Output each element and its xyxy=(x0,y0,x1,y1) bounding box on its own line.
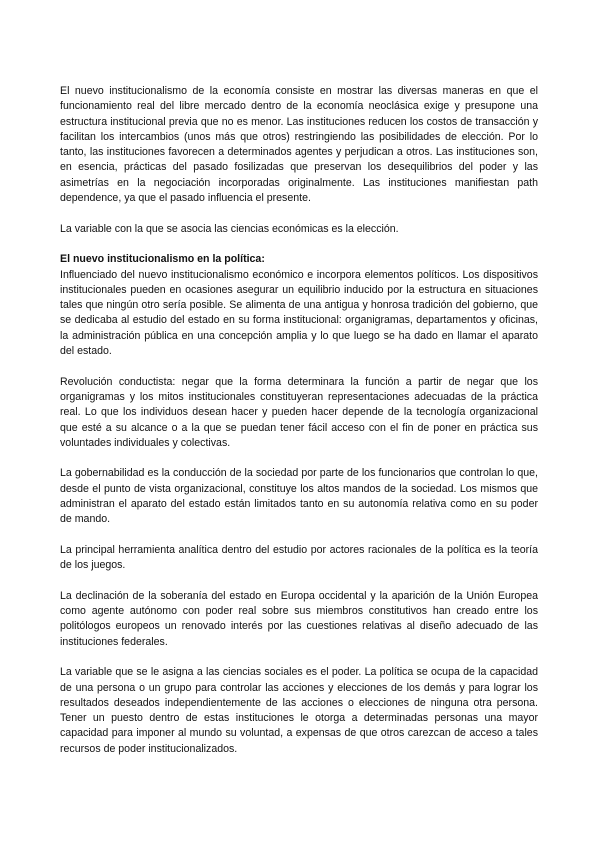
paragraph-economic-variable: La variable con la que se asocia las ciencias económicas es la elección. xyxy=(60,222,399,235)
paragraph-power-variable: La variable que se le asigna a las ciencias sociales es el poder. La política se ocupa de la capacidad de una persona o un grupo para controlar las acciones y elecciones de los demás y para lograr los resultados deseados independientemente de las acciones o elecciones de ninguna otra persona. Tener un puesto dentro de estas instituciones le otorga a determinadas personas una mayor capacidad para imponer al mundo su voluntad, a expensas de que otros carezcan de acceso a tales recursos de poder institucionalizados. xyxy=(60,666,538,755)
paragraph-european-sovereignty: La declinación de la soberanía del estado en Europa occidental y la aparición de la Unión Europea como agente autónomo con poder real sobre sus miembros constitutivos han creado entre los politólogos europeos un renovado interés por las cuestiones relativas al diseño adecuado de las instituciones federales. xyxy=(60,589,538,648)
paragraph-governability: La gobernabilidad es la conducción de la sociedad por parte de los funcionarios que controlan lo que, desde el punto de vista organizacional, constituye los altos mandos de la sociedad. Los mismos que administran el aparato del estado están limitados tanto en su autonomía relativa como en su poder de mando. xyxy=(60,467,538,526)
paragraph-game-theory: La principal herramienta analítica dentro del estudio por actores racionales de la política es la teoría de los juegos. xyxy=(60,543,538,572)
document-page xyxy=(60,84,538,757)
section-heading-political-institutionalism: El nuevo institucionalismo en la política: xyxy=(60,253,265,266)
paragraph-political-influence: Influenciado del nuevo institucionalismo económico e incorpora elementos políticos. Los dispositivos institucionales pueden en ocasiones asegurar un equilibrio inducido por la estructura en situaciones tales que ningún otro sería posible. Se alimenta de una antigua y honrosa tradición del gobierno, que se dedicaba al estudio del estado en su forma institucional: organigramas, departamentos y oficinas, la administración pública en una concepción amplia y lo que luego se ha dado en llamar el aparato del estado. xyxy=(60,268,538,358)
paragraph-behavioral-revolution: Revolución conductista: negar que la forma determinara la función a partir de negar que los organigramas y los mitos institucionales constituyeran representaciones adecuadas de la práctica real. Lo que los individuos desean hacer y pueden hacer depende de la tecnología organizacional que esté a su alcance o a la que se puedan tener fácil acceso con el fin de poner en práctica sus voluntades individuales y colectivas. xyxy=(60,375,538,449)
paragraph-economic-institutionalism: El nuevo institucionalismo de la economía consiste en mostrar las diversas maneras en que el funcionamiento real del libre mercado dentro de la economía neoclásica exige y presupone una estructura institucional previa que no es menor. Las instituciones reducen los costos de transacción y facilitan los intercambios (unos más que otros) restringiendo las posibilidades de elección. Por lo tanto, las instituciones favorecen a determinados agentes y perjudican a otros. Las instituciones son, en esencia, prácticas del pasado fosilizadas que preservan los desequilibrios del poder y las asimetrías en la negociación incorporadas originalmente. Las instituciones manifiestan path dependence, ya que el pasado influencia el presente. xyxy=(60,85,538,205)
